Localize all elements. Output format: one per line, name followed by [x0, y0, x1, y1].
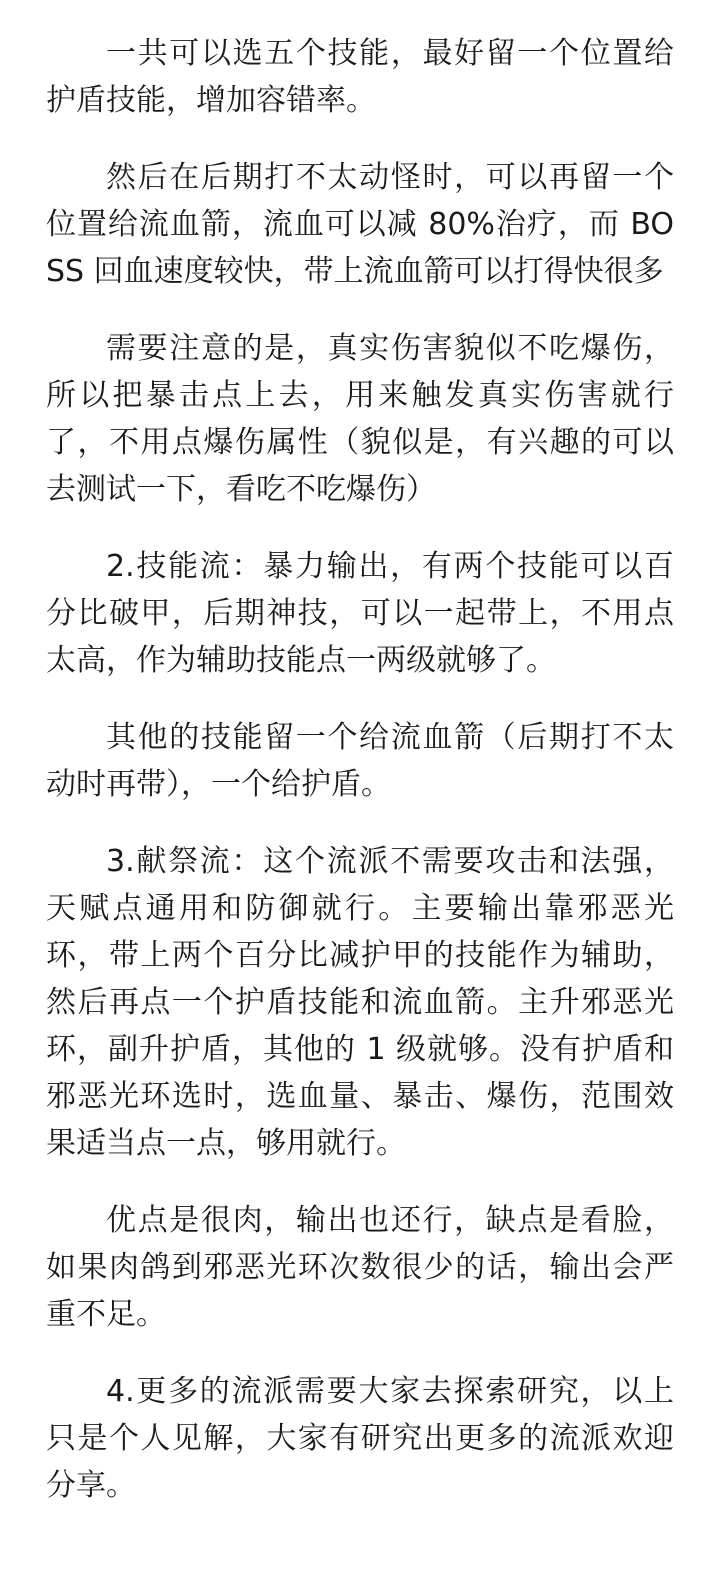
- paragraph-true-damage-note: 需要注意的是，真实伤害貌似不吃爆伤，所以把暴击点上去，用来触发真实伤害就行了，不用点爆伤属性（貌似是，有兴趣的可以去测试一下，看吃不吃爆伤）: [46, 331, 674, 507]
- paragraph-skill-build: 2.技能流：暴力输出，有两个技能可以百分比破甲，后期神技，可以一起带上，不用点太高，作为辅助技能点一两级就够了。: [46, 549, 674, 678]
- paragraph-more-builds: 4.更多的流派需要大家去探索研究，以上只是个人见解，大家有研究出更多的流派欢迎分享。: [46, 1374, 674, 1503]
- paragraph-sacrifice-build: 3.献祭流：这个流派不需要攻击和法强，天赋点通用和防御就行。主要输出靠邪恶光环，带上两个百分比减护甲的技能作为辅助，然后再点一个护盾技能和流血箭。主升邪恶光环，副升护盾，其他的 1 级就够。没有护盾和邪恶光环选时，选血量、暴击、爆伤，范围效果适当点一点，够用就行。: [46, 844, 674, 1161]
- paragraph-pros-cons: 优点是很肉，输出也还行，缺点是看脸，如果肉鸽到邪恶光环次数很少的话，输出会严重不足。: [46, 1203, 674, 1332]
- paragraph-other-skills: 其他的技能留一个给流血箭（后期打不太动时再带），一个给护盾。: [46, 720, 674, 802]
- paragraph-bleed-arrow: 然后在后期打不太动怪时，可以再留一个位置给流血箭，流血可以减 80%治疗，而 BOSS 回血速度较快，带上流血箭可以打得快很多: [46, 160, 674, 289]
- paragraph-shield-slot: 一共可以选五个技能，最好留一个位置给护盾技能，增加容错率。: [46, 36, 674, 118]
